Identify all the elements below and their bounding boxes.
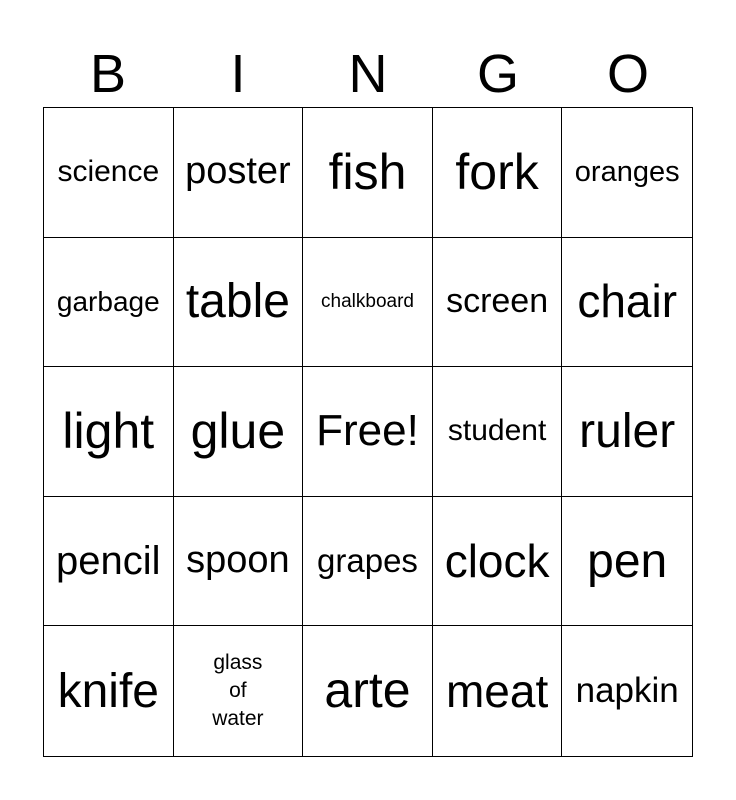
header-letter-n: N [348, 44, 388, 104]
header-letter-i: I [230, 44, 246, 104]
cell-text: garbage [56, 285, 160, 317]
bingo-cell[interactable] [174, 367, 304, 497]
bingo-cell[interactable] [433, 108, 563, 238]
bingo-cell[interactable] [562, 108, 692, 238]
header-letter-b: B [89, 44, 127, 104]
bingo-cell[interactable] [44, 238, 174, 368]
cell-text: pencil [56, 539, 161, 584]
bingo-cell[interactable] [303, 626, 433, 756]
cell-text: oranges [574, 155, 680, 188]
header-letter-g: G [476, 44, 519, 104]
bingo-cell[interactable] [44, 108, 174, 238]
cell-text: grapes [317, 542, 418, 580]
bingo-cell[interactable] [433, 238, 563, 368]
cell-text: clock [444, 534, 550, 587]
bingo-cell[interactable] [562, 497, 692, 627]
cell-text: arte [324, 662, 411, 719]
cell-text: fork [455, 143, 539, 200]
cell-text: pen [587, 534, 668, 588]
bingo-cell[interactable] [562, 238, 692, 368]
bingo-cell[interactable] [433, 497, 563, 627]
bingo-cell[interactable] [174, 626, 304, 756]
bingo-cell[interactable] [433, 626, 563, 756]
free-space-cell[interactable] [303, 367, 433, 497]
bingo-cell[interactable] [303, 497, 433, 627]
cell-text: student [447, 414, 547, 448]
cell-text-line: glass [213, 650, 263, 674]
cell-text: fish [328, 143, 407, 200]
cell-text: light [62, 402, 155, 459]
bingo-cell[interactable] [433, 367, 563, 497]
bingo-cell[interactable] [174, 497, 304, 627]
bingo-cell[interactable] [303, 108, 433, 238]
cell-text-line: water [212, 707, 264, 731]
cell-text: science [57, 155, 160, 189]
bingo-cell[interactable] [303, 238, 433, 368]
cell-text: screen [446, 282, 549, 321]
bingo-cell[interactable] [44, 626, 174, 756]
cell-text: ruler [579, 404, 676, 458]
cell-text: table [185, 275, 290, 329]
bingo-board [43, 107, 693, 757]
cell-text-multiline [212, 649, 263, 734]
cell-text: chalkboard [321, 290, 414, 312]
bingo-cell[interactable] [562, 626, 692, 756]
header-letter-o: O [606, 44, 649, 104]
bingo-cell[interactable] [44, 497, 174, 627]
cell-text: meat [445, 664, 549, 717]
bingo-cell[interactable] [174, 108, 304, 238]
cell-text: glue [190, 402, 286, 459]
cell-text: poster [185, 150, 291, 193]
cell-text: knife [57, 664, 159, 718]
cell-text-line: of [229, 679, 247, 703]
bingo-cell[interactable] [44, 367, 174, 497]
bingo-cell[interactable] [174, 238, 304, 368]
bingo-cell[interactable] [562, 367, 692, 497]
cell-text: napkin [575, 671, 679, 711]
cell-text: chair [577, 275, 678, 328]
free-space-text: Free! [316, 406, 419, 456]
bingo-header [43, 40, 693, 108]
cell-text: spoon [186, 539, 290, 582]
